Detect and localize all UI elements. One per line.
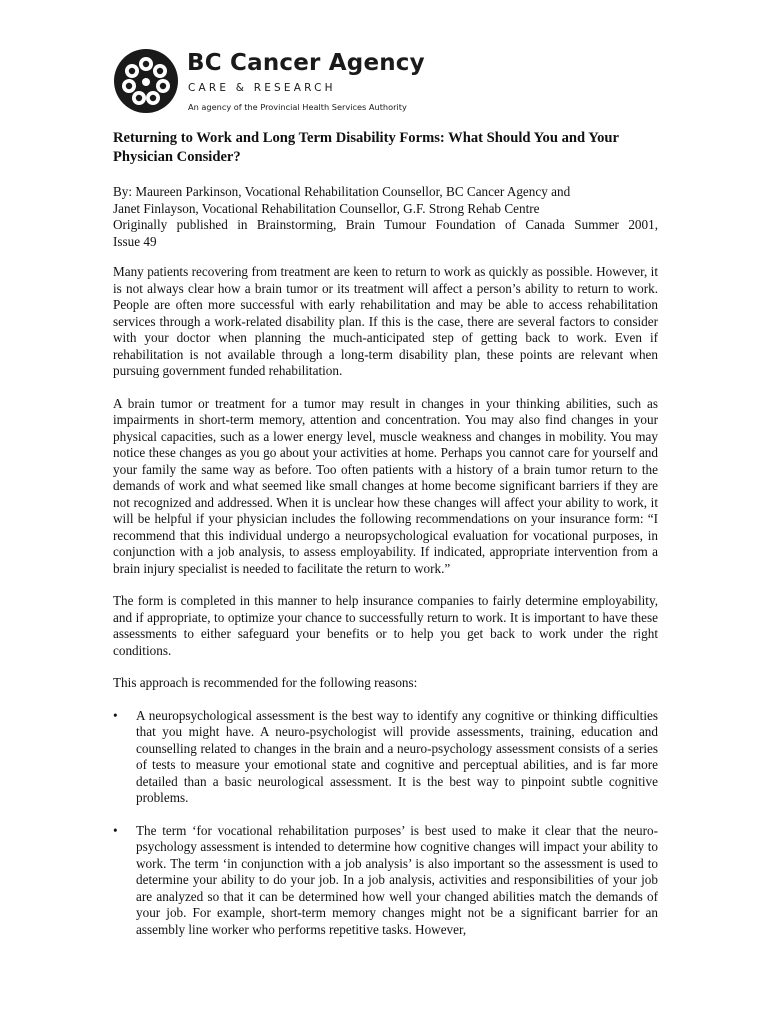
- byline-line: By: Maureen Parkinson, Vocational Rehabilitation Counsellor, BC Cancer Agency and: [113, 184, 571, 199]
- org-subline: An agency of the Provincial Health Services Authority: [188, 102, 407, 112]
- bullet-icon: •: [113, 707, 118, 723]
- byline-line: Janet Finlayson, Vocational Rehabilitation Counsellor, G.F. Strong Rehab Centre: [113, 200, 540, 216]
- list-item: [113, 823, 658, 939]
- article-byline: [113, 184, 658, 250]
- list-item-text: The term ‘for vocational rehabilitation purposes’ is best used to make it clear that the neuro-psychology assessment is intended to determine how cognitive changes will impact your ability to work. The term ‘in conjunction with a job analysis’ is also important so the assessment is used to determine your ability to do your job. In a job analysis, activities and responsibilities of your job are analyzed so that it can be determined how well your changed abilities match the demands of your job. For example, short-term memory changes might not be a significant barrier for an assembly line worker who performs repetitive tasks. However,: [136, 822, 658, 937]
- list-item-text: A neuropsychological assessment is the best way to identify any cognitive or thinking difficulties that you might have. A neuro-psychologist will provide assessments, training, education and counselling related to changes in the brain and a neuro-psychology assessment consists of a series of tests to measure your emotional state and cognitive and perceptual abilities, and is far more detailed than a basic neurological assessment. It is the best way to pinpoint subtle cognitive problems.: [136, 707, 658, 805]
- org-name: BC Cancer Agency: [187, 50, 425, 76]
- org-tagline: CARE & RESEARCH: [188, 82, 336, 94]
- list-item: [113, 708, 658, 807]
- reasons-list: [113, 708, 658, 939]
- byline-line: Originally published in Brainstorming, Brain Tumour Foundation of Canada Summer 2001,: [113, 217, 658, 232]
- bc-cancer-flower-logo-icon: [113, 48, 179, 114]
- article-title: Returning to Work and Long Term Disability Forms: What Should You and Your Physician Consider?: [113, 130, 619, 165]
- header-logo: [113, 44, 433, 118]
- bullet-icon: •: [113, 822, 118, 838]
- body-paragraph: This approach is recommended for the following reasons:: [113, 675, 418, 690]
- byline-line: Issue 49: [113, 233, 157, 249]
- body-paragraph: Many patients recovering from treatment are keen to return to work as quickly as possible. However, it is not always clear how a brain tumor or its treatment will affect a person’s ability to return to work. People are often more successful with early rehabilitation and may be able to access rehabilitation services through a work-related disability plan. If this is the case, there are several factors to consider with your doctor when planning the much-anticipated step of getting back to work. Even if rehabilitation is not available through a long-term disability plan, these points are relevant when pursuing government funded rehabilitation.: [113, 264, 658, 378]
- article-body: [113, 264, 658, 954]
- body-paragraph: The form is completed in this manner to help insurance companies to fairly determine employability, and if appropriate, to optimize your chance to successfully return to work. It is important to have these assessments to either safeguard your benefits or to help you get back to work under the right conditions.: [113, 593, 658, 658]
- body-paragraph: A brain tumor or treatment for a tumor may result in changes in your thinking abilities, such as impairments in short-term memory, attention and concentration. You may also find changes in your physical capacities, such as a lower energy level, muscle weakness and changes in mobility. You may notice these changes as you go about your activities at home. Perhaps you cannot care for yourself and your family the same way as before. Too often patients with a history of a brain tumor return to the demands of work and what seemed like small changes at home become significant barriers if they are not recognized and addressed. When it is unclear how these changes will affect your ability to work, it will be helpful if your physician includes the following recommendations on your insurance form: “I recommend that this individual undergo a neuropsychological evaluation for vocational purposes, in conjunction with a job analysis, to assess employability. If indicated, appropriate intervention from a brain injury specialist is needed to facilitate the return to work.”: [113, 395, 658, 576]
